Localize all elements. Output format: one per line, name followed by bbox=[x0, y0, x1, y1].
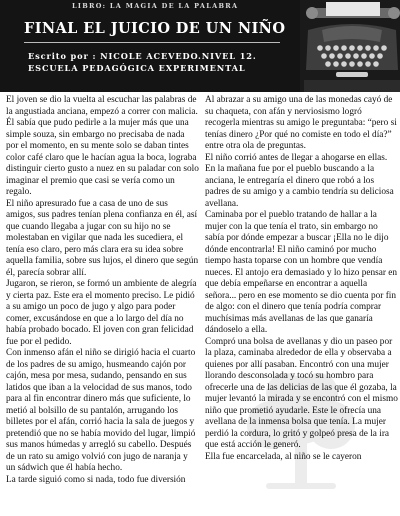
header-banner bbox=[0, 0, 400, 92]
paragraph: En la mañana fue por el pueblo buscando a la anciana, le entregaría el dinero que robó a los padres de su amigo y a cambio tendría su deliciosa avellana. bbox=[205, 164, 394, 209]
paragraph: Ella fue encarcelada, al niño se le cayeron bbox=[205, 451, 362, 462]
paragraph: El niño apresurado fue a casa de uno de sus amigos, sus padres tenían plena confianza en él, así que cuando llegaba a jugar con su hijo no se molestaban en vigilar que nada les sucediera, el tenía eso claro, pero más clara era su idea sobre aquella familia, sobre sus lujos, el dinero que según él, parecía sobrar allí. bbox=[6, 198, 199, 278]
paragraph: El joven se dio la vuelta al escuchar las palabras de la angustiada anciana, empezó a correr con malicia. Él sabía que pudo pedirle a la mujer más que una simple souza, sin embargo no precisaba de nada por el momento, en su mente solo se daban tintes color café claro que le hacían agua la boca, lograba distinguir cierto gusto a nuez en su paladar con solo imaginar el premio que casi se vería como un regalo. bbox=[6, 95, 199, 197]
title-divider bbox=[24, 42, 280, 43]
author-line: Escrito por : NICOLE ACEVEDO.NIVEL 12. bbox=[28, 51, 257, 61]
paragraph: Caminaba por el pueblo tratando de hallar a la mujer con la que tenía el trato, sin embargo no sabía por dónde empezar a buscar ¡Ella no le dijo dónde encontrarla! El niño caminó por mucho tiempo hasta toparse con un hombre que vendía nueces. El antojo era demasiado y lo hizo pensar en que debía empeñarse en encontrar a aquella señora... pero en ese momento se dio cuenta por fin de algo: con el dinero que tenía podría comprar muchísimas más avellanas de las que ganaría dándoselo a ella. bbox=[205, 210, 398, 335]
school-line: ESCUELA PEDAGÓGICA EXPERIMENTAL bbox=[28, 63, 246, 73]
paragraph: El niño corrió antes de llegar a ahogarse en ellas. bbox=[205, 152, 388, 163]
typewriter-icon bbox=[300, 0, 400, 92]
paragraph: Con inmenso afán el niño se dirigió hacia el cuarto de los padres de su amigo, husmeando cajón por cajón, mesa por mesa, sudando, pensando en sus latidos que iban a la velocidad de sus manos, todo para al fin encontrar dinero más que suficiente, lo metió al bolsillo de su pantalón, arrugando los billetes por el afán, corrió hacia la sala de juegos y pretendió que no se había movido del lugar, limpió sus manos húmedas y arregló su cabello. Después de un rato su amigo volvió con jugo de naranja y un sádwich que él había hecho. bbox=[6, 348, 196, 473]
book-label: LIBRO: LA MAGIA DE LA PALABRA bbox=[72, 2, 239, 10]
paragraph: La tarde siguió como si nada, todo fue diversión bbox=[6, 474, 186, 485]
left-column bbox=[6, 95, 199, 486]
paragraph: Compró una bolsa de avellanas y dio un paseo por la plaza, caminaba alrededor de ella y observaba a quienes por allí pasaban. Encontró con una mujer llorando desconsolada y tocó su hombro para ofrecerle una de las delicias de las que él gozaba, la mujer levantó la mirada y se encontró con el mismo niño que prometió ayudarle. Este le ofrecía una avellana de la inmensa bolsa que tenía. La mujer perdió la cordura, lo gritó y golpeó presa de la ira que está acción le generó. bbox=[205, 336, 398, 450]
author-block bbox=[28, 50, 257, 74]
story-columns bbox=[6, 95, 398, 516]
paragraph: Al abrazar a su amigo una de las monedas cayó de su chaqueta, con afán y nerviosismo logró recogerla mientras su amigo le preguntaba: “pero si tenías dinero ¿Por qué no comiste en todo el día?” entre otra ola de preguntas. bbox=[205, 95, 397, 151]
page-title: FINAL EL JUICIO DE UN NIÑO bbox=[24, 20, 286, 37]
right-column bbox=[205, 95, 398, 463]
paragraph: Jugaron, se rieron, se formó un ambiente de alegría y cierta paz. Este era el momento preciso. Le pidió a su amigo un poco de jugo y algo para poder comer, excusándose en que a lo largo del día no había probado bocado. El joven con gran felicidad fue por el pedido. bbox=[6, 279, 197, 347]
